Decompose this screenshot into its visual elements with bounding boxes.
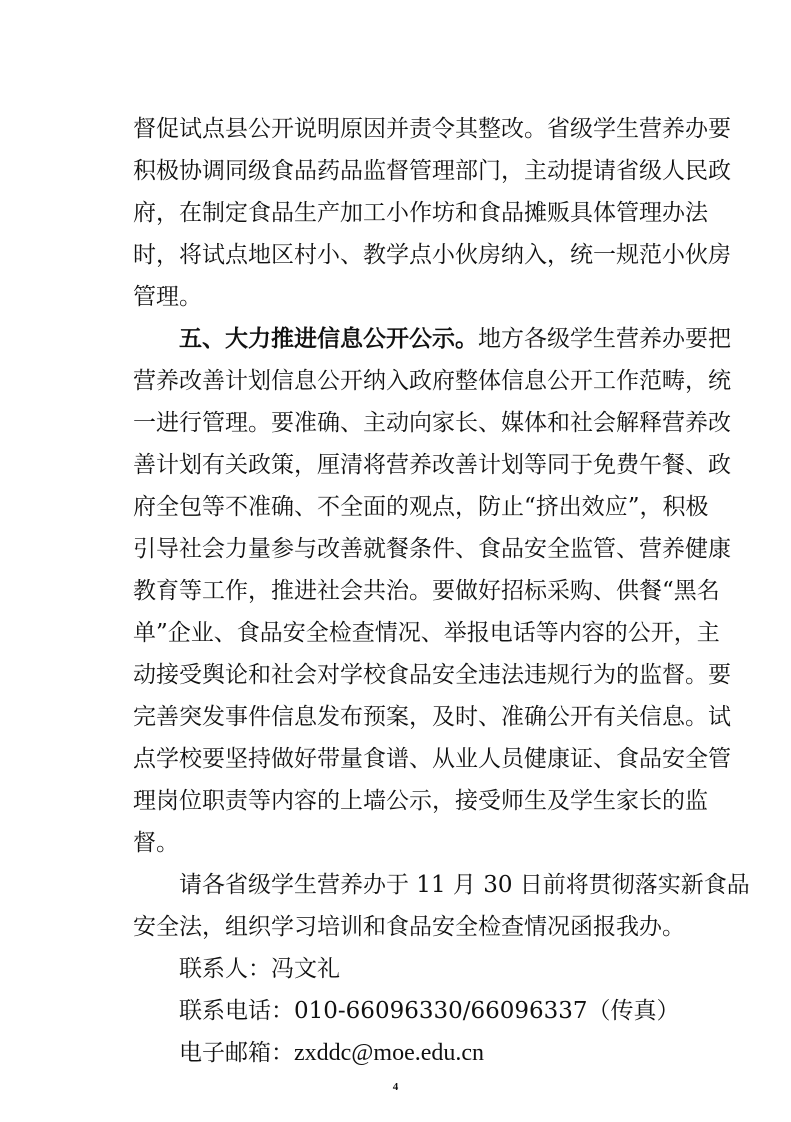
paragraph-line: 府全包等不准确、不全面的观点，防止“挤出效应”，积极 [133, 494, 709, 520]
contact-phone [179, 995, 699, 1027]
paragraph-line: 时，将试点地区村小、教学点小伙房纳入，统一规范小伙房 [133, 242, 731, 268]
contact-email-value: zxddc@moe.edu.cn [294, 1040, 485, 1066]
paragraph-line: 引导社会力量参与改善就餐条件、食品安全监管、营养健康 [133, 536, 731, 562]
paragraph-line: 管理。 [133, 284, 202, 310]
contact-person-value: 冯文礼 [271, 956, 340, 982]
paragraph-line: 督。 [133, 830, 179, 856]
contact-email-label: 电子邮箱： [179, 1040, 294, 1066]
contact-email [179, 1037, 699, 1069]
paragraph-line: 点学校要坚持做好带量食谱、从业人员健康证、食品安全管 [133, 746, 731, 772]
paragraph-line: 动接受舆论和社会对学校食品安全违法违规行为的监督。要 [133, 662, 731, 688]
section-5-first-line [179, 323, 731, 355]
paragraph-line: 积极协调同级食品药品监督管理部门，主动提请省级人民政 [133, 158, 731, 184]
paragraph-line: 教育等工作，推进社会共治。要做好招标采购、供餐“黑名 [133, 578, 720, 604]
contact-person-label: 联系人： [179, 956, 271, 982]
contact-phone-value: 010-66096330/66096337（传真） [294, 998, 680, 1024]
paragraph-line: 督促试点县公开说明原因并责令其整改。省级学生营养办要 [133, 116, 731, 142]
contact-person [179, 953, 699, 985]
page-number: 4 [392, 1081, 399, 1093]
paragraph-line: 善计划有关政策，厘清将营养改善计划等同于免费午餐、政 [133, 452, 731, 478]
contact-phone-label: 联系电话： [179, 998, 294, 1024]
paragraph-line: 府，在制定食品生产加工小作坊和食品摊贩具体管理办法 [133, 200, 708, 226]
paragraph-line: 一进行管理。要准确、主动向家长、媒体和社会解释营养改 [133, 410, 731, 436]
paragraph-line: 理岗位职责等内容的上墙公示，接受师生及学生家长的监 [133, 788, 708, 814]
section-5-heading: 五、大力推进信息公开公示。 [179, 325, 478, 352]
request-line: 安全法，组织学习培训和食品安全检查情况函报我办。 [133, 914, 685, 940]
paragraph-line: 完善突发事件信息发布预案，及时、准确公开有关信息。试 [133, 704, 731, 730]
paragraph-line: 营养改善计划信息公开纳入政府整体信息公开工作范畴，统 [133, 368, 731, 394]
section-5-first-line-text: 地方各级学生营养办要把 [478, 326, 731, 352]
paragraph-line: 单”企业、食品安全检查情况、举报电话等内容的公开，主 [133, 620, 720, 646]
request-line: 请各省级学生营养办于 11 月 30 日前将贯彻落实新食品 [179, 872, 750, 898]
